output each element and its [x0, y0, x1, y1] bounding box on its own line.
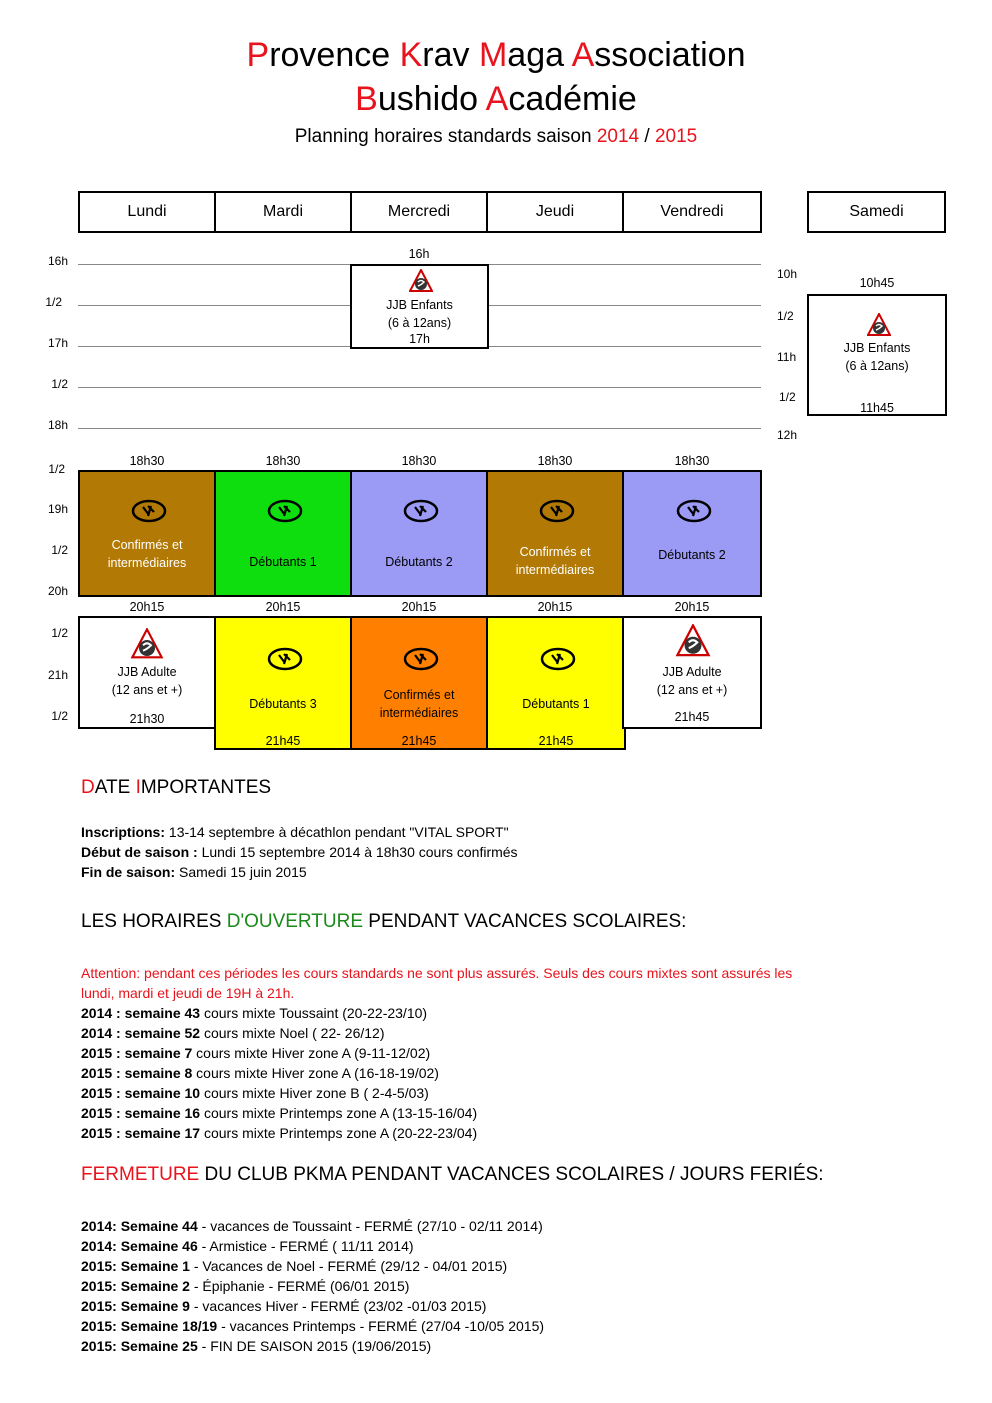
holiday-line: 2015 : semaine 17 cours mixte Printemps zone A (20-22-23/04)	[81, 1125, 478, 1141]
time-label: 1/2	[51, 709, 68, 723]
class-name: JJB Enfants	[386, 298, 453, 312]
krav-maga-emblem-icon	[130, 628, 164, 660]
time-label: 19h	[47, 502, 68, 516]
class-age: (12 ans et +)	[111, 683, 183, 697]
day-header-tuesday: Mardi	[214, 191, 352, 233]
class-end-time: 17h	[409, 332, 430, 346]
class-block-wed-kids	[350, 264, 489, 349]
bushido-emblem-icon	[267, 646, 303, 672]
section-title-dates: DATE IMPORTANTES	[81, 777, 272, 798]
class-age: (6 à 12ans)	[845, 359, 909, 373]
bushido-emblem-icon	[267, 498, 303, 524]
bushido-emblem-icon	[540, 646, 576, 672]
class-end-time: 21h45	[265, 734, 301, 748]
class-name: Confirmés et	[111, 538, 183, 552]
class-end-time: 20h15	[537, 600, 573, 614]
title-word: Provence	[246, 36, 400, 74]
holiday-line: 2015 : semaine 7 cours mixte Hiver zone A (9-11-12/02)	[81, 1045, 431, 1061]
section-title-holidays: LES HORAIRES D'OUVERTURE PENDANT VACANCES SCOLAIRES:	[81, 911, 687, 932]
class-name: intermédiaires	[515, 563, 595, 577]
grid-line	[78, 387, 761, 388]
bushido-emblem-icon	[131, 498, 167, 524]
class-end-time: 11h45	[860, 401, 894, 415]
time-label: 17h	[47, 336, 68, 350]
class-end-time: 21h45	[674, 710, 710, 724]
class-name: intermédiaires	[379, 706, 459, 720]
class-start-time: 18h30	[537, 454, 573, 468]
class-block-evening	[78, 470, 216, 597]
day-header-wednesday: Mercredi	[350, 191, 488, 233]
date-line: Fin de saison: Samedi 15 juin 2015	[81, 864, 307, 880]
class-end-time: 21h45	[401, 734, 437, 748]
bushido-emblem-icon	[539, 498, 575, 524]
class-block-night	[486, 616, 626, 750]
closure-line: 2015: Semaine 1 - Vacances de Noel - FERMÉ (29/12 - 04/01 2015)	[81, 1258, 508, 1274]
class-block-evening	[622, 470, 762, 597]
class-end-time: 20h15	[401, 600, 437, 614]
krav-maga-emblem-icon	[675, 624, 711, 658]
day-header-monday: Lundi	[78, 191, 216, 233]
class-block-night	[214, 616, 352, 750]
time-label: 20h	[47, 584, 68, 598]
class-block-evening	[486, 470, 624, 597]
closure-line: 2014: Semaine 44 - vacances de Toussaint - FERMÉ (27/10 - 02/11 2014)	[81, 1218, 543, 1234]
class-name: JJB Adulte	[662, 665, 722, 679]
class-block-evening	[214, 470, 352, 597]
time-label: 16h	[47, 254, 68, 268]
holiday-line: 2015 : semaine 10 cours mixte Hiver zone B ( 2-4-5/03)	[81, 1085, 429, 1101]
krav-maga-emblem-icon	[409, 269, 433, 293]
class-name: Débutants 1	[522, 697, 590, 711]
class-start-time: 10h45	[859, 276, 895, 290]
class-name: Confirmés et	[383, 688, 455, 702]
class-end-time: 21h45	[538, 734, 574, 748]
krav-maga-emblem-icon	[867, 313, 891, 337]
class-name: Débutants 2	[385, 555, 453, 569]
time-label: 1/2	[45, 295, 62, 309]
time-label: 11h	[777, 350, 797, 364]
class-name: Débutants 2	[658, 548, 726, 562]
section-title-closure: FERMETURE DU CLUB PKMA PENDANT VACANCES SCOLAIRES / JOURS FERIÉS:	[81, 1164, 824, 1185]
date-line: Début de saison : Lundi 15 septembre 2014 à 18h30 cours confirmés	[81, 844, 518, 860]
class-end-time: 20h15	[129, 600, 165, 614]
time-label: 1/2	[51, 377, 68, 391]
class-start-time: 18h30	[265, 454, 301, 468]
bushido-emblem-icon	[403, 498, 439, 524]
class-name: JJB Enfants	[843, 341, 911, 355]
closure-line: 2015: Semaine 2 - Épiphanie - FERMÉ (06/01 2015)	[81, 1278, 410, 1294]
day-header-thursday: Jeudi	[486, 191, 624, 233]
title-word: Krav	[399, 36, 479, 74]
time-label: 1/2	[779, 390, 796, 404]
attention-note: lundi, mardi et jeudi de 19H à 21h.	[81, 985, 295, 1001]
time-label: 12h	[777, 428, 798, 442]
class-start-time: 18h30	[674, 454, 710, 468]
class-block-night	[78, 616, 216, 729]
class-start-time: 16h	[408, 247, 430, 261]
class-name: Confirmés et	[519, 545, 591, 559]
time-label: 1/2	[51, 543, 68, 557]
class-age: (12 ans et +)	[656, 683, 728, 697]
class-end-time: 21h30	[129, 712, 165, 726]
class-block-evening	[350, 470, 488, 597]
bushido-emblem-icon	[676, 498, 712, 524]
closure-line: 2015: Semaine 18/19 - vacances Printemps - FERMÉ (27/04 -10/05 2015)	[81, 1318, 545, 1334]
closure-line: 2015: Semaine 9 - vacances Hiver - FERMÉ (23/02 -01/03 2015)	[81, 1298, 487, 1314]
holiday-line: 2015 : semaine 16 cours mixte Printemps zone A (13-15-16/04)	[81, 1105, 478, 1121]
class-block-night	[622, 616, 762, 729]
closure-line: 2014: Semaine 46 - Armistice - FERMÉ ( 11/11 2014)	[81, 1238, 414, 1254]
time-label: 10h	[777, 267, 798, 281]
main-title	[0, 36, 992, 75]
class-name: intermédiaires	[107, 556, 187, 570]
time-label: 1/2	[777, 309, 794, 323]
class-name: Débutants 1	[249, 555, 317, 569]
day-header-friday: Vendredi	[622, 191, 762, 233]
attention-note: Attention: pendant ces périodes les cours standards ne sont plus assurés. Seuls des cours mixtes sont assurés les	[81, 965, 793, 981]
grid-line	[78, 428, 761, 429]
time-label: 21h	[47, 668, 68, 682]
closure-line: 2015: Semaine 25 - FIN DE SAISON 2015 (19/06/2015)	[81, 1338, 432, 1354]
holiday-line: 2015 : semaine 8 cours mixte Hiver zone A (16-18-19/02)	[81, 1065, 439, 1081]
title-word: Association	[571, 36, 746, 74]
time-label: 18h	[47, 418, 68, 432]
sub-title: Bushido Académie	[355, 80, 637, 118]
class-start-time: 18h30	[129, 454, 165, 468]
class-name: JJB Adulte	[117, 665, 177, 679]
title-word: Maga	[478, 36, 572, 74]
holiday-line: 2014 : semaine 43 cours mixte Toussaint (20-22-23/10)	[81, 1005, 428, 1021]
holiday-line: 2014 : semaine 52 cours mixte Noel ( 22- 26/12)	[81, 1025, 385, 1041]
class-block-sat-kids	[807, 294, 947, 416]
class-block-night	[350, 616, 488, 750]
time-label: 1/2	[51, 626, 68, 640]
bushido-emblem-icon	[403, 646, 439, 672]
class-age: (6 à 12ans)	[387, 316, 452, 330]
day-header-saturday: Samedi	[807, 191, 946, 233]
class-end-time: 20h15	[265, 600, 301, 614]
time-label: 1/2	[48, 462, 65, 476]
season-subtitle: Planning horaires standards saison 2014 / 2015	[294, 126, 698, 147]
class-start-time: 18h30	[401, 454, 437, 468]
date-line: Inscriptions: 13-14 septembre à décathlon pendant "VITAL SPORT"	[81, 824, 509, 840]
class-end-time: 20h15	[674, 600, 710, 614]
class-name: Débutants 3	[249, 697, 317, 711]
